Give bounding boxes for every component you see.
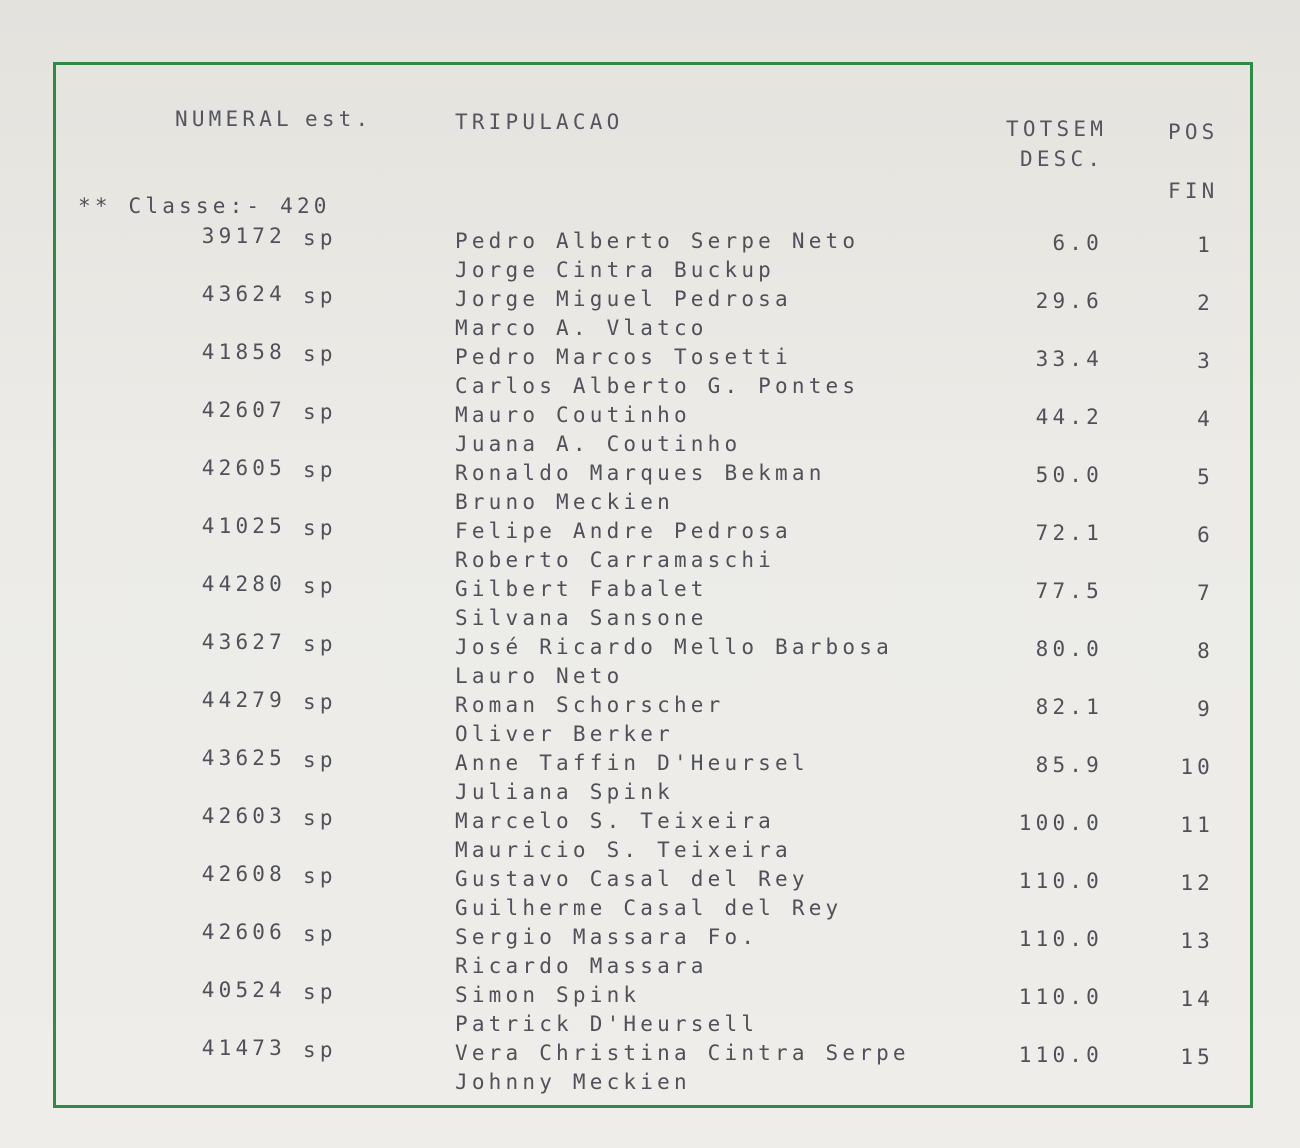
row-position: 11 [1180, 813, 1214, 837]
row-est: sp [303, 1038, 337, 1062]
row-total: 110.0 [1018, 1043, 1103, 1067]
row-numeral: 44279 [201, 688, 286, 712]
row-helmsman: José Ricardo Mello Barbosa [455, 635, 893, 659]
row-total: 85.9 [1035, 753, 1103, 777]
row-position: 14 [1180, 987, 1214, 1011]
row-helmsman: Felipe Andre Pedrosa [455, 519, 792, 543]
row-helmsman: Mauro Coutinho [455, 403, 691, 427]
row-numeral: 41473 [201, 1036, 286, 1060]
row-position: 6 [1197, 523, 1214, 547]
row-helmsman: Pedro Alberto Serpe Neto [455, 229, 860, 253]
row-numeral: 42607 [201, 398, 286, 422]
row-crew: Marco A. Vlatco [455, 316, 708, 340]
row-helmsman: Gilbert Fabalet [455, 577, 708, 601]
class-label: ** Classe:- 420 [78, 194, 331, 218]
row-est: sp [303, 574, 337, 598]
row-numeral: 44280 [201, 572, 286, 596]
row-position: 4 [1197, 407, 1214, 431]
row-total: 110.0 [1018, 927, 1103, 951]
row-numeral: 42605 [201, 456, 286, 480]
row-position: 9 [1197, 697, 1214, 721]
row-helmsman: Pedro Marcos Tosetti [455, 345, 792, 369]
row-total: 100.0 [1018, 811, 1103, 835]
row-numeral: 42603 [201, 804, 286, 828]
header-totsem: TOTSEM [1006, 117, 1108, 141]
row-total: 110.0 [1018, 985, 1103, 1009]
row-crew: Patrick D'Heursell [455, 1012, 759, 1036]
row-position: 12 [1180, 871, 1214, 895]
row-est: sp [303, 980, 337, 1004]
row-est: sp [303, 342, 337, 366]
row-est: sp [303, 806, 337, 830]
row-position: 2 [1197, 291, 1214, 315]
header-fin: FIN [1168, 179, 1219, 203]
row-helmsman: Vera Christina Cintra Serpe [455, 1041, 910, 1065]
row-numeral: 43627 [201, 630, 286, 654]
row-numeral: 40524 [201, 978, 286, 1002]
row-crew: Lauro Neto [455, 664, 624, 688]
row-total: 82.1 [1035, 695, 1103, 719]
row-helmsman: Gustavo Casal del Rey [455, 867, 809, 891]
row-est: sp [303, 226, 337, 250]
row-total: 110.0 [1018, 869, 1103, 893]
row-numeral: 41858 [201, 340, 286, 364]
row-est: sp [303, 632, 337, 656]
row-helmsman: Anne Taffin D'Heursel [455, 751, 809, 775]
row-est: sp [303, 922, 337, 946]
row-crew: Juana A. Coutinho [455, 432, 742, 456]
row-crew: Ricardo Massara [455, 954, 708, 978]
row-helmsman: Simon Spink [455, 983, 641, 1007]
row-crew: Jorge Cintra Buckup [455, 258, 776, 282]
row-crew: Johnny Meckien [455, 1070, 691, 1094]
row-total: 72.1 [1035, 521, 1103, 545]
row-numeral: 41025 [201, 514, 286, 538]
header-desc: DESC. [1020, 147, 1105, 171]
row-position: 10 [1180, 755, 1214, 779]
row-crew: Oliver Berker [455, 722, 674, 746]
row-total: 77.5 [1035, 579, 1103, 603]
row-est: sp [303, 458, 337, 482]
row-est: sp [303, 400, 337, 424]
row-total: 6.0 [1052, 231, 1103, 255]
row-total: 50.0 [1035, 463, 1103, 487]
row-position: 1 [1197, 233, 1214, 257]
row-crew: Guilherme Casal del Rey [455, 896, 843, 920]
row-helmsman: Jorge Miguel Pedrosa [455, 287, 792, 311]
row-position: 7 [1197, 581, 1214, 605]
row-numeral: 43625 [201, 746, 286, 770]
row-numeral: 39172 [201, 224, 286, 248]
row-crew: Juliana Spink [455, 780, 674, 804]
row-position: 15 [1180, 1045, 1214, 1069]
row-crew: Silvana Sansone [455, 606, 708, 630]
row-crew: Mauricio S. Teixeira [455, 838, 792, 862]
row-helmsman: Ronaldo Marques Bekman [455, 461, 826, 485]
row-est: sp [303, 690, 337, 714]
row-numeral: 42606 [201, 920, 286, 944]
header-est: est. [305, 107, 373, 131]
header-numeral: NUMERAL [175, 107, 293, 131]
row-total: 80.0 [1035, 637, 1103, 661]
row-crew: Roberto Carramaschi [455, 548, 776, 572]
row-position: 3 [1197, 349, 1214, 373]
row-est: sp [303, 864, 337, 888]
row-est: sp [303, 284, 337, 308]
row-est: sp [303, 748, 337, 772]
row-numeral: 42608 [201, 862, 286, 886]
row-position: 5 [1197, 465, 1214, 489]
header-tripulacao: TRIPULACAO [455, 110, 624, 134]
row-est: sp [303, 516, 337, 540]
row-helmsman: Sergio Massara Fo. [455, 925, 759, 949]
row-total: 33.4 [1035, 347, 1103, 371]
row-helmsman: Roman Schorscher [455, 693, 725, 717]
row-crew: Bruno Meckien [455, 490, 674, 514]
row-helmsman: Marcelo S. Teixeira [455, 809, 776, 833]
row-numeral: 43624 [201, 282, 286, 306]
row-total: 44.2 [1035, 405, 1103, 429]
row-total: 29.6 [1035, 289, 1103, 313]
row-crew: Carlos Alberto G. Pontes [455, 374, 860, 398]
row-position: 8 [1197, 639, 1214, 663]
header-pos: POS [1168, 120, 1219, 144]
row-position: 13 [1180, 929, 1214, 953]
